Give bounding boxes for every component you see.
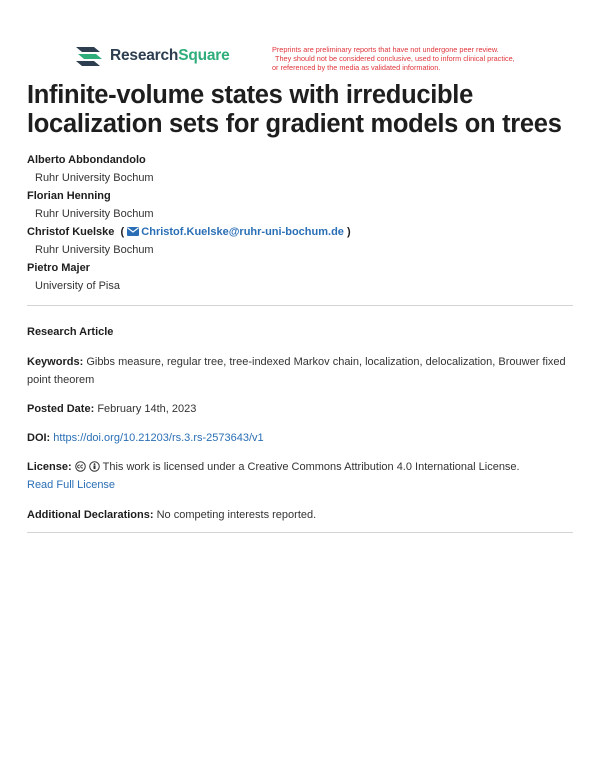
research-square-logo[interactable] [74, 44, 230, 68]
license-label: License: [27, 461, 72, 473]
posted-date-value: February 14th, 2023 [97, 403, 197, 415]
research-square-logo-mark-icon [74, 44, 104, 68]
keywords-value: Gibbs measure, regular tree, tree-indexed Markov chain, localization, delocalization, Brouwer fixed point theorem [27, 356, 566, 386]
author-name: Alberto Abbondandolo [27, 154, 146, 166]
notice-line: Preprints are preliminary reports that have not undergone peer review. [272, 45, 499, 54]
divider [27, 532, 573, 533]
author-name: Christof Kuelske [27, 226, 115, 238]
author-name: Pietro Majer [27, 262, 90, 274]
read-full-license-link[interactable]: Read Full License [27, 479, 116, 491]
declarations-value: No competing interests reported. [156, 509, 317, 521]
author-affiliation: Ruhr University Bochum [35, 208, 154, 220]
doi-label: DOI: [27, 432, 51, 444]
author-affiliation: Ruhr University Bochum [35, 172, 154, 184]
posted-date-field [27, 400, 573, 418]
close-paren: ) [343, 226, 351, 238]
notice-line: or referenced by the media as validated information. [272, 63, 441, 72]
author-name: Florian Henning [27, 190, 111, 202]
attribution-icon [89, 461, 100, 472]
logo-wordmark [110, 47, 230, 65]
envelope-icon [127, 227, 139, 236]
declarations-field [27, 506, 573, 524]
logo-text-research: Research [110, 47, 179, 64]
keywords-field [27, 353, 573, 389]
open-paren: ( [117, 226, 125, 238]
license-field [27, 458, 573, 494]
posted-date-label: Posted Date: [27, 403, 95, 415]
doi-field [27, 429, 573, 447]
logo-text-square: Square [178, 47, 230, 64]
preprint-notice [272, 45, 542, 72]
doi-link[interactable]: https://doi.org/10.21203/rs.3.rs-2573643/v1 [53, 432, 264, 444]
divider [27, 305, 573, 306]
author-email-link[interactable]: Christof.Kuelske@ruhr-uni-bochum.de [141, 226, 344, 238]
author-affiliation: Ruhr University Bochum [35, 244, 154, 256]
author-affiliation: University of Pisa [35, 280, 120, 292]
author-list [27, 152, 567, 296]
paper-title: Infinite-volume states with irreducible localization sets for gradient models on trees [27, 81, 562, 138]
notice-line: They should not be considered conclusive, used to inform clinical practice, [275, 54, 515, 63]
declarations-label: Additional Declarations: [27, 509, 154, 521]
creative-commons-icon [75, 461, 86, 472]
corresponding-author [27, 224, 567, 242]
keywords-label: Keywords: [27, 356, 84, 368]
article-type: Research Article [27, 326, 114, 338]
license-text: This work is licensed under a Creative Commons Attribution 4.0 International License. [102, 461, 520, 473]
